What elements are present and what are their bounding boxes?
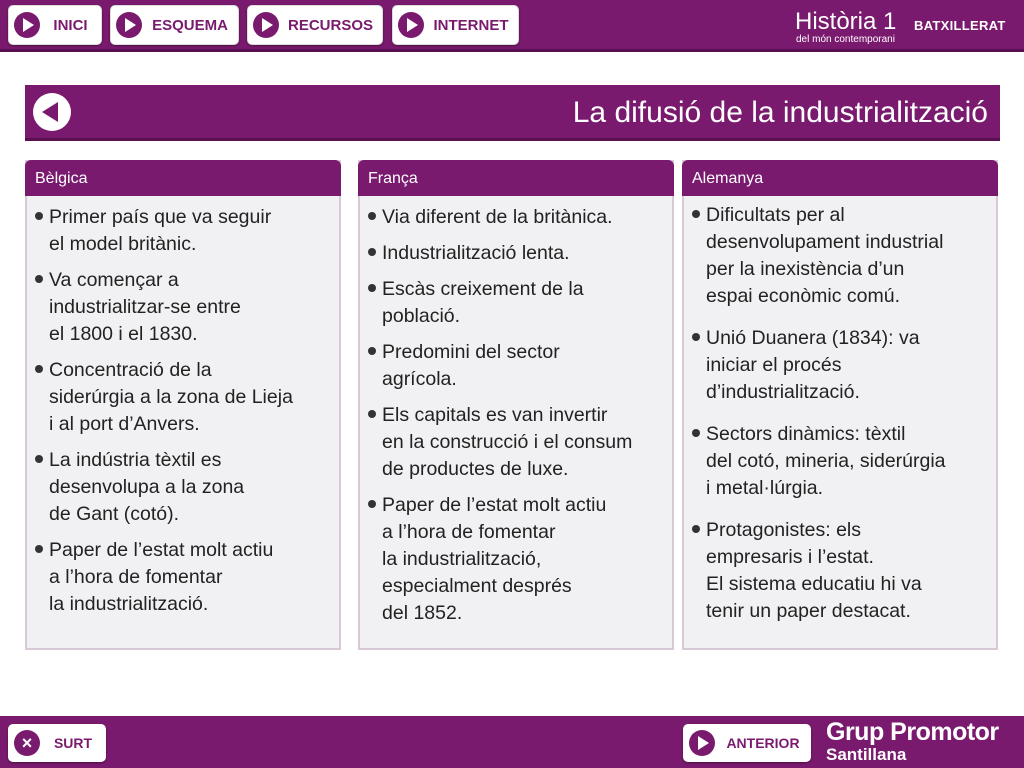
nav-button-label: RECURSOS xyxy=(287,16,373,34)
bullet-list xyxy=(360,196,672,627)
bullet-list xyxy=(27,196,339,618)
nav-button-internet[interactable] xyxy=(392,5,519,45)
list-item: Paper de l’estat molt actiu a l’hora de fomentar la industrialització. xyxy=(35,537,333,618)
list-item: Primer país que va seguir el model britànic. xyxy=(35,204,333,258)
list-item: Dificultats per al desenvolupament industrial per la inexistència d’un espai econòmic comú. xyxy=(692,202,990,310)
top-navigation-bar xyxy=(0,0,1024,52)
publisher-logo-sub: Santillana xyxy=(826,745,907,764)
panel-title: Bèlgica xyxy=(25,160,341,196)
list-item: Escàs creixement de la població. xyxy=(368,276,666,330)
list-item: Va començar a industrialitzar-se entre el 1800 i el 1830. xyxy=(35,267,333,348)
brand-subtitle: BATXILLERAT xyxy=(914,18,1006,33)
bottom-bar xyxy=(0,716,1024,768)
nav-button-label: ESQUEMA xyxy=(152,16,228,34)
list-item: Via diferent de la britànica. xyxy=(368,204,666,231)
nav-button-label: INICI xyxy=(53,16,88,34)
panel-title: Alemanya xyxy=(682,160,998,196)
previous-button-label: ANTERIOR xyxy=(726,735,800,751)
list-item: Sectors dinàmics: tèxtil del cotó, mineria, siderúrgia i metal·lúrgia. xyxy=(692,421,990,502)
panel-franca xyxy=(358,160,674,650)
list-item: Predomini del sector agrícola. xyxy=(368,339,666,393)
brand-tagline: del món contemporani xyxy=(796,34,895,45)
back-arrow-icon[interactable] xyxy=(33,93,71,131)
brand-title: Història 1 xyxy=(795,8,897,35)
panel-alemanya xyxy=(682,160,998,650)
play-circle-icon xyxy=(253,12,279,38)
play-circle-icon xyxy=(398,12,424,38)
list-item: Industrialització lenta. xyxy=(368,240,666,267)
list-item: Concentració de la siderúrgia a la zona de Lieja i al port d’Anvers. xyxy=(35,357,333,438)
nav-button-esquema[interactable] xyxy=(110,5,239,45)
exit-button-label: SURT xyxy=(53,735,93,751)
exit-button[interactable] xyxy=(8,724,106,762)
title-banner xyxy=(25,85,1000,141)
previous-button[interactable] xyxy=(683,724,811,762)
nav-button-inici[interactable] xyxy=(8,5,102,45)
nav-button-label: INTERNET xyxy=(433,16,509,34)
panel-title: França xyxy=(358,160,674,196)
publisher-logo: Grup Promotor xyxy=(826,718,999,746)
list-item: Protagonistes: els empresaris i l’estat. El sistema educatiu hi va tenir un paper destacat. xyxy=(692,517,990,625)
bullet-list xyxy=(684,196,996,625)
list-item: La indústria tèxtil es desenvolupa a la zona de Gant (cotó). xyxy=(35,447,333,528)
close-circle-icon: × xyxy=(14,730,40,756)
page-title: La difusió de la industrialització xyxy=(572,96,988,129)
list-item: Els capitals es van invertir en la construcció i el consum de productes de luxe. xyxy=(368,402,666,483)
panel-belgica xyxy=(25,160,341,650)
list-item: Paper de l’estat molt actiu a l’hora de fomentar la industrialització, especialment després del 1852. xyxy=(368,492,666,627)
list-item: Unió Duanera (1834): va iniciar el procés d’industrialització. xyxy=(692,325,990,406)
play-circle-icon xyxy=(689,730,715,756)
nav-button-recursos[interactable] xyxy=(247,5,383,45)
play-circle-icon xyxy=(116,12,142,38)
play-circle-icon xyxy=(14,12,40,38)
